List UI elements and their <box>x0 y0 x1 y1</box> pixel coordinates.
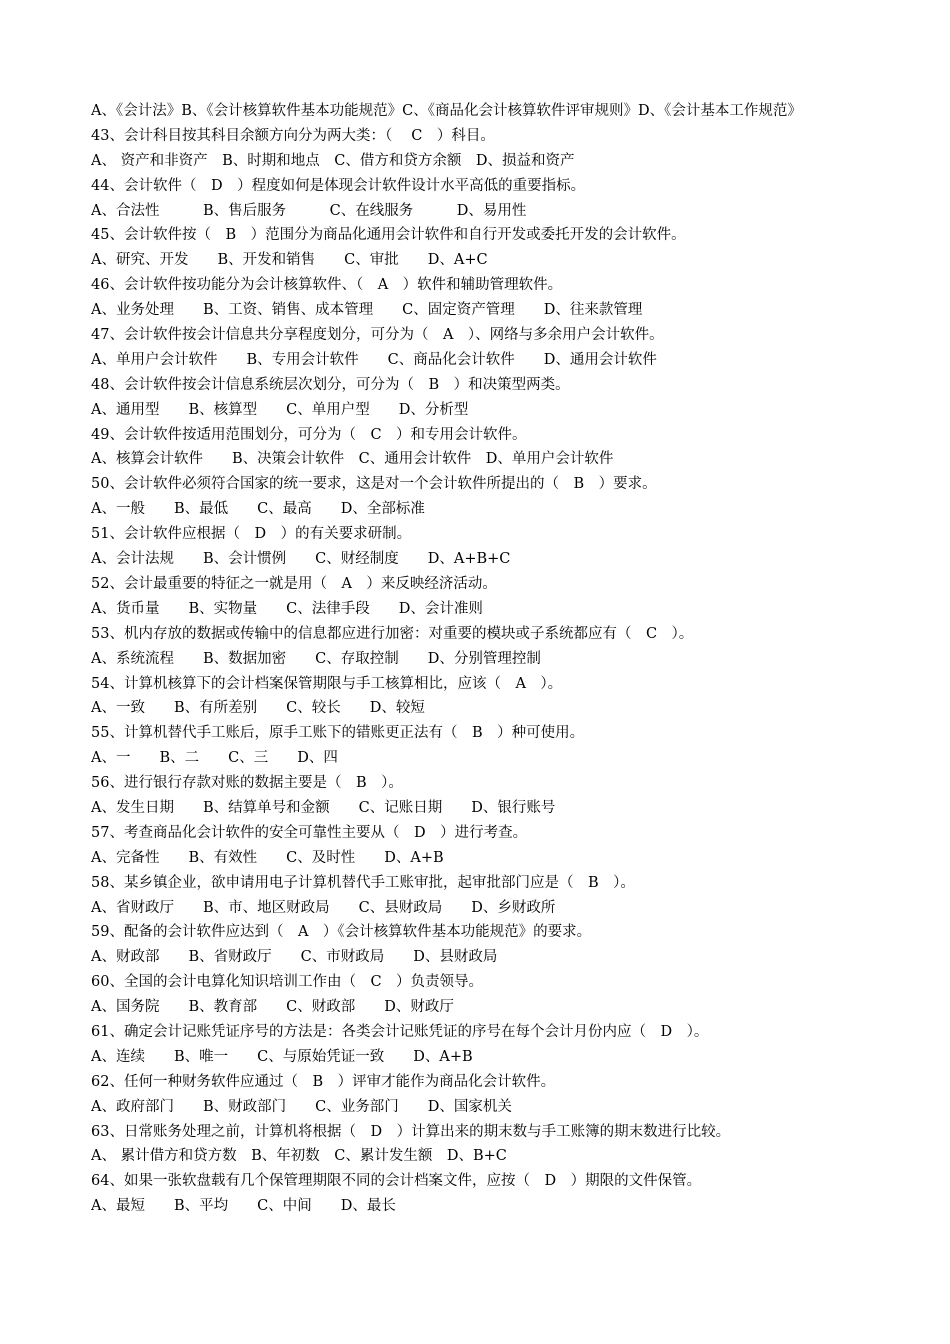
question-57: 57、考查商品化会计软件的安全可靠性主要从（ D ）进行考查。 <box>91 824 528 841</box>
question-46: 46、会计软件按功能分为会计核算软件、（ A ）软件和辅助管理软件。 <box>91 277 563 294</box>
question-64: 64、如果一张软盘载有几个保管理期限不同的会计档案文件，应按（ D ）期限的文件保管。 <box>91 1173 702 1190</box>
answer-options-55: A、一 B、二 C、三 D、四 <box>91 750 338 767</box>
answer-options-56: A、发生日期 B、结算单号和金额 C、记账日期 D、银行账号 <box>91 799 556 816</box>
answer-options-45: A、研究、开发 B、开发和销售 C、审批 D、A+C <box>91 252 488 269</box>
answer-options-62: A、政府部门 B、财政部门 C、业务部门 D、国家机关 <box>91 1098 512 1115</box>
answer-options-47: A、单用户会计软件 B、专用会计软件 C、商品化会计软件 D、通用会计软件 <box>91 351 657 368</box>
question-50: 50、会计软件必须符合国家的统一要求，这是对一个会计软件所提出的（ B ）要求。 <box>91 476 657 493</box>
question-54: 54、计算机核算下的会计档案保管期限与手工核算相比，应该（ A ）。 <box>91 675 563 692</box>
answer-options-52: A、货币量 B、实物量 C、法律手段 D、会计准则 <box>91 600 483 617</box>
question-55: 55、计算机替代手工账后，原手工账下的错账更正法有（ B ）种可使用。 <box>91 725 585 742</box>
question-48: 48、会计软件按会计信息系统层次划分，可分为（ B ）和决策型两类。 <box>91 376 570 393</box>
answer-options-54: A、一致 B、有所差别 C、较长 D、较短 <box>91 700 425 717</box>
answer-options-48: A、通用型 B、核算型 C、单用户型 D、分析型 <box>91 401 469 418</box>
answer-options-42: A、《会计法》B、《会计核算软件基本功能规范》C、《商品化会计核算软件评审规则》D、《会计基本工作规范》 <box>91 103 802 119</box>
question-59: 59、配备的会计软件应达到（ A ）《会计核算软件基本功能规范》的要求。 <box>91 924 592 941</box>
question-53: 53、机内存放的数据或传输中的信息都应进行加密：对重要的模块或子系统都应有（ C ）。 <box>91 625 694 642</box>
question-58: 58、某乡镇企业，欲申请用电子计算机替代手工账审批，起审批部门应是（ B ）。 <box>91 874 635 891</box>
question-45: 45、会计软件按（ B ）范围分为商品化通用会计软件和自行开发或委托开发的会计软件。 <box>91 227 686 244</box>
question-47: 47、会计软件按会计信息共分享程度划分，可分为（ A ）、网络与多余用户会计软件。 <box>91 327 664 344</box>
question-56: 56、进行银行存款对账的数据主要是（ B ）。 <box>91 775 403 792</box>
question-44: 44、会计软件（ D ）程度如何是体现会计软件设计水平高低的重要指标。 <box>91 177 586 194</box>
question-62: 62、任何一种财务软件应通过（ B ）评审才能作为商品化会计软件。 <box>91 1073 556 1090</box>
answer-options-46: A、业务处理 B、工资、销售、成本管理 C、固定资产管理 D、往来款管理 <box>91 302 643 319</box>
answer-options-50: A、一般 B、最低 C、最高 D、全部标准 <box>91 501 425 518</box>
answer-options-60: A、国务院 B、教育部 C、财政部 D、财政厅 <box>91 999 454 1016</box>
question-52: 52、会计最重要的特征之一就是用（ A ）来反映经济活动。 <box>91 575 497 592</box>
question-51: 51、会计软件应根据（ D ）的有关要求研制。 <box>91 526 412 543</box>
question-49: 49、会计软件按适用范围划分，可分为（ C ）和专用会计软件。 <box>91 426 527 443</box>
answer-options-61: A、连续 B、唯一 C、与原始凭证一致 D、A+B <box>91 1048 473 1065</box>
question-61: 61、确定会计记账凭证序号的方法是：各类会计记账凭证的序号在每个会计月份内应（ D ）。 <box>91 1023 709 1040</box>
answer-options-64: A、最短 B、平均 C、中间 D、最长 <box>91 1198 396 1215</box>
question-63: 63、日常账务处理之前，计算机将根据（ D ）计算出来的期末数与手工账簿的期末数进行比较。 <box>91 1123 731 1140</box>
answer-options-58: A、省财政厅 B、市、地区财政局 C、县财政局 D、乡财政所 <box>91 899 556 916</box>
answer-options-53: A、系统流程 B、数据加密 C、存取控制 D、分别管理控制 <box>91 650 541 667</box>
answer-options-44: A、合法性 B、售后服务 C、在线服务 D、易用性 <box>91 202 527 219</box>
answer-options-49: A、核算会计软件 B、决策会计软件 C、通用会计软件 D、单用户会计软件 <box>91 451 614 468</box>
question-43: 43、会计科目按其科目余额方向分为两大类：（ C ）科目。 <box>91 127 495 144</box>
answer-options-51: A、会计法规 B、会计惯例 C、财经制度 D、A+B+C <box>91 551 511 568</box>
question-60: 60、全国的会计电算化知识培训工作由（ C ）负责领导。 <box>91 974 484 991</box>
answer-options-57: A、完备性 B、有效性 C、及时性 D、A+B <box>91 849 444 866</box>
answer-options-59: A、财政部 B、省财政厅 C、市财政局 D、县财政局 <box>91 949 498 966</box>
answer-options-43: A、 资产和非资产 B、时期和地点 C、借方和贷方余额 D、损益和资产 <box>91 152 575 169</box>
answer-options-63: A、 累计借方和贷方数 B、年初数 C、累计发生额 D、B+C <box>91 1148 507 1165</box>
